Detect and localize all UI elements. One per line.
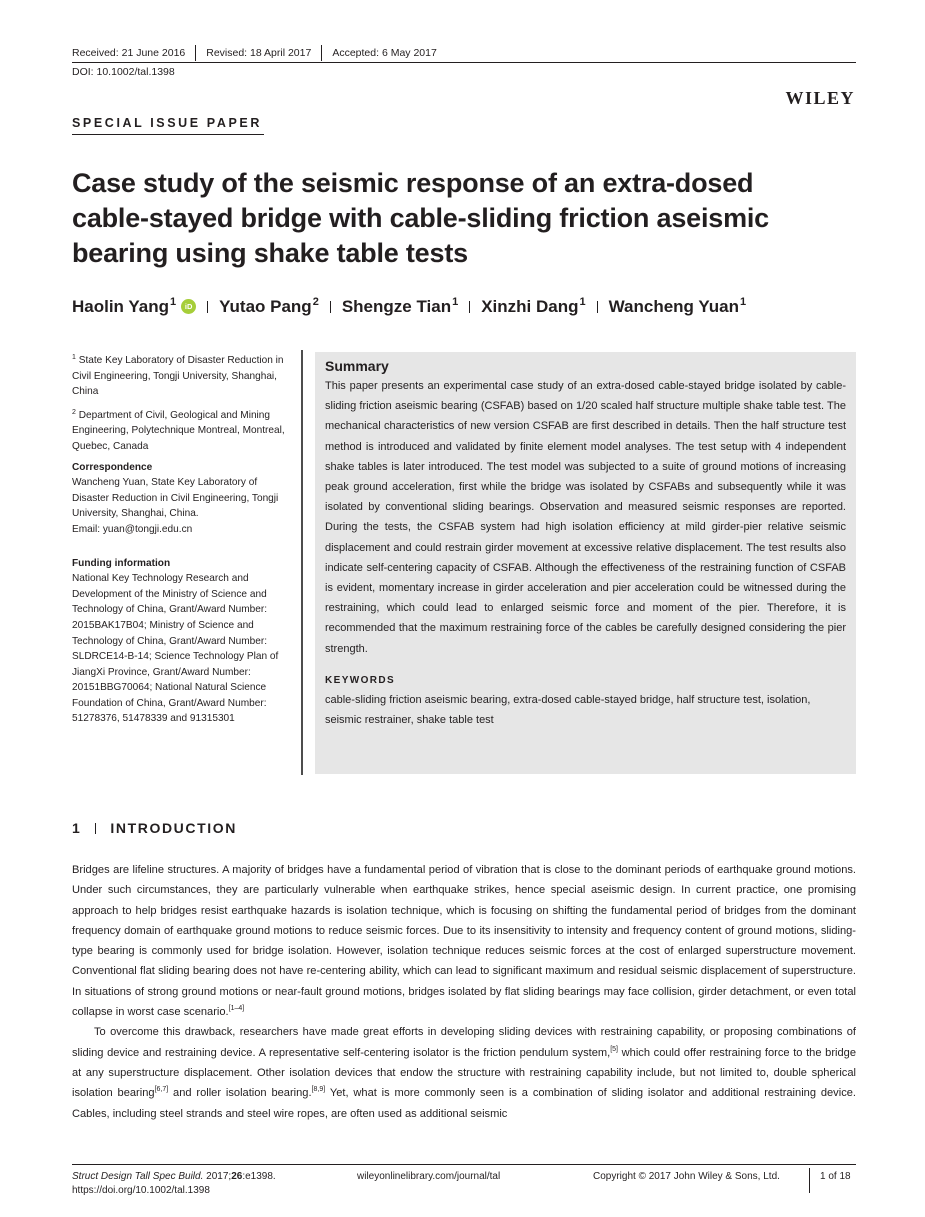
correspondence-heading: Correspondence: [72, 461, 153, 473]
summary-text: This paper presents an experimental case study of an extra-dosed cable-stayed bridge isolated by cable-sliding friction aseismic bearing (CSFAB) based on 1/20 scaled half structure multiple shake table test. The mechanical characteristics of new version CSFAB are first described in details. Then the half structure test method is introduced and validated by finite element model analyses. The test setup with 4 independent shake tables is later introduced. The test model was subjected to a suite of ground motions of increasing peak ground acceleration, first while the bridge was isolated by CSFABs and subsequently while it was isolated by conventional sliding bearings. Observation and measured seismic responses are reported. During the tests, the CSFAB system had high isolation efficiency at mild girder-pier relative seismic displacement and could restrain girder movement at excessive relative displacement. The test results also indicate self-centering capacity of CSFAB. Although the effectiveness of the restraining function of CSFAB is evident, momentary increase in girder acceleration and pier acceleration could be witnessed during the restraining, which could lead to enlarged seismic force and moment of the pier. Therefore, it is recommended that the maximum restraining force of the cables be carefully designed considering the pier strength.: [325, 380, 846, 655]
author-separator: [597, 301, 598, 313]
footer-separator: [809, 1168, 810, 1193]
paragraph: To overcome this drawback, researchers have made great efforts in developing sliding devices with restraining capability, or proposing combinations of sliding device and restraining device. A representative self-centering isolator is the friction pendulum system,[5] which could offer restraining force to the bridge at any superstructure displacement. Other isolation devices that endow the structure with restraining capability include, but not limited to, double spherical isolation bearing[6,7] and roller isolation bearing.[8,9] Yet, what is more commonly seen is a combination of sliding isolator and additional restraining device. Cables, including steel strands and steel wire ropes, are often used as additional seismic: [72, 1026, 856, 1120]
paper-title: Case study of the seismic response of an extra-dosed cable-stayed bridge with cable-sliding friction aseismic bearing using shake table tests: [72, 168, 769, 268]
article-type: SPECIAL ISSUE PAPER: [72, 116, 262, 130]
page-number: 1 of 18: [820, 1171, 851, 1182]
footer-doi-link[interactable]: https://doi.org/10.1002/tal.1398: [72, 1185, 210, 1196]
keywords-text: cable-sliding friction aseismic bearing, extra-dosed cable-stayed bridge, half structure test, isolation, seismic restrainer, shake table test: [325, 693, 811, 727]
correspondence-email[interactable]: Email: yuan@tongji.edu.cn: [72, 523, 193, 535]
doi[interactable]: DOI: 10.1002/tal.1398: [72, 66, 175, 78]
footer-copyright: Copyright © 2017 John Wiley & Sons, Ltd.: [593, 1171, 780, 1182]
body-text: [72, 860, 856, 1124]
author[interactable]: Wancheng Yuan$^1$: [608, 296, 747, 316]
correspondence-text: Wancheng Yuan, State Key Laboratory of Disaster Reduction in Civil Engineering, Tongji University, Shanghai, China.: [72, 477, 279, 520]
summary-box: [315, 352, 856, 774]
article-type-underline: [72, 134, 264, 135]
section-separator: [95, 823, 96, 834]
paragraph: Bridges are lifeline structures. A majority of bridges have a fundamental period of vibration that is close to the dominant periods of earthquake ground motions. Under such circumstances, they are particularly vulnerable when earthquake strikes, hence special aseismic design. In current practice, one promising approach to help bridges resist earthquake hazards is isolation technique, which is focusing on shifting the fundamental period of bridges from the dominant frequency domain of earthquake ground motions to reduce seismic forces. Due to its insensitivity to intensity and frequency content of ground motions, sliding-type bearing is commonly used for bridge isolation. However, isolation technique reduces seismic forces at the cost of enlarged superstructure movement. Conventional flat sliding bearing does not have re-centering ability, which can lead to significant maximum and residual seismic displacement of superstructure. In situations of strong ground motions or near-fault ground motions, bridges isolated by flat sliding bearings may face collision, girder detachment, or even total collapse in worst case scenario.[1–4]: [72, 864, 856, 1019]
summary-heading: Summary: [325, 358, 389, 374]
footer-site-link[interactable]: wileyonlinelibrary.com/journal/tal: [357, 1171, 501, 1182]
section-heading: [72, 820, 237, 836]
author-separator: [469, 301, 470, 313]
keywords-heading: KEYWORDS: [325, 674, 396, 686]
citation-link[interactable]: [1–4]: [228, 1005, 245, 1013]
section-title: INTRODUCTION: [110, 820, 237, 836]
publication-dates: [72, 45, 437, 61]
author-separator: [207, 301, 208, 313]
citation-link[interactable]: [8,9]: [311, 1086, 326, 1094]
header-rule: [72, 62, 856, 63]
author[interactable]: Xinzhi Dang$^1$: [481, 296, 586, 316]
revised-date: Revised: 18 April 2017: [206, 47, 312, 59]
funding-text: National Key Technology Research and Development of the Ministry of Science and Technology of China, Grant/Award Number: 2015BAK17B04; Ministry of Science and Technology of China, Grant/Award Number: SLDRCE14-B-14; Science Technology Plan of JiangXi Province, Grant/Award Number: 20151BBG70064; National Natural Science Foundation of China, Grant/Award Number: 51278376, 51478339 and 91315301: [72, 573, 279, 725]
author[interactable]: Yutao Pang$^2$: [219, 296, 319, 316]
author[interactable]: Haolin Yang$^1$: [72, 296, 177, 316]
author[interactable]: Shengze Tian$^1$: [341, 296, 459, 316]
affiliation-marker: 1: [170, 296, 177, 308]
article-info-column: [72, 350, 292, 727]
affiliation-marker: 1: [579, 296, 586, 308]
citation-link[interactable]: [6,7]: [154, 1086, 169, 1094]
section-number: 1: [72, 820, 82, 836]
affiliation: $^2$ Department of Civil, Geological and Mining Engineering, Polytechnique Montreal, Montreal, Quebec, Canada: [72, 408, 285, 452]
affiliation-marker: 2: [312, 296, 319, 308]
received-date: Received: 21 June 2016: [72, 47, 186, 59]
affiliation-marker: 1: [452, 296, 459, 308]
date-separator: [321, 45, 322, 61]
orcid-icon[interactable]: iD: [181, 299, 196, 314]
affiliation: $^1$ State Key Laboratory of Disaster Reduction in Civil Engineering, Tongji University, Shanghai, China: [72, 354, 284, 398]
footer-citation: Struct Design Tall Spec Build. 2017;26:e1398. https://doi.org/10.1002/tal.1398: [72, 1171, 276, 1196]
column-divider: [301, 350, 303, 775]
date-separator: [195, 45, 196, 61]
citation-link[interactable]: [5]: [610, 1045, 618, 1053]
affiliation-marker: 1: [739, 296, 747, 308]
funding-heading: Funding information: [72, 557, 171, 569]
publisher-logo: WILEY: [785, 88, 855, 108]
footer-rule: [72, 1164, 856, 1165]
author-separator: [330, 301, 331, 313]
author-list: [72, 296, 746, 317]
accepted-date: Accepted: 6 May 2017: [332, 47, 437, 59]
